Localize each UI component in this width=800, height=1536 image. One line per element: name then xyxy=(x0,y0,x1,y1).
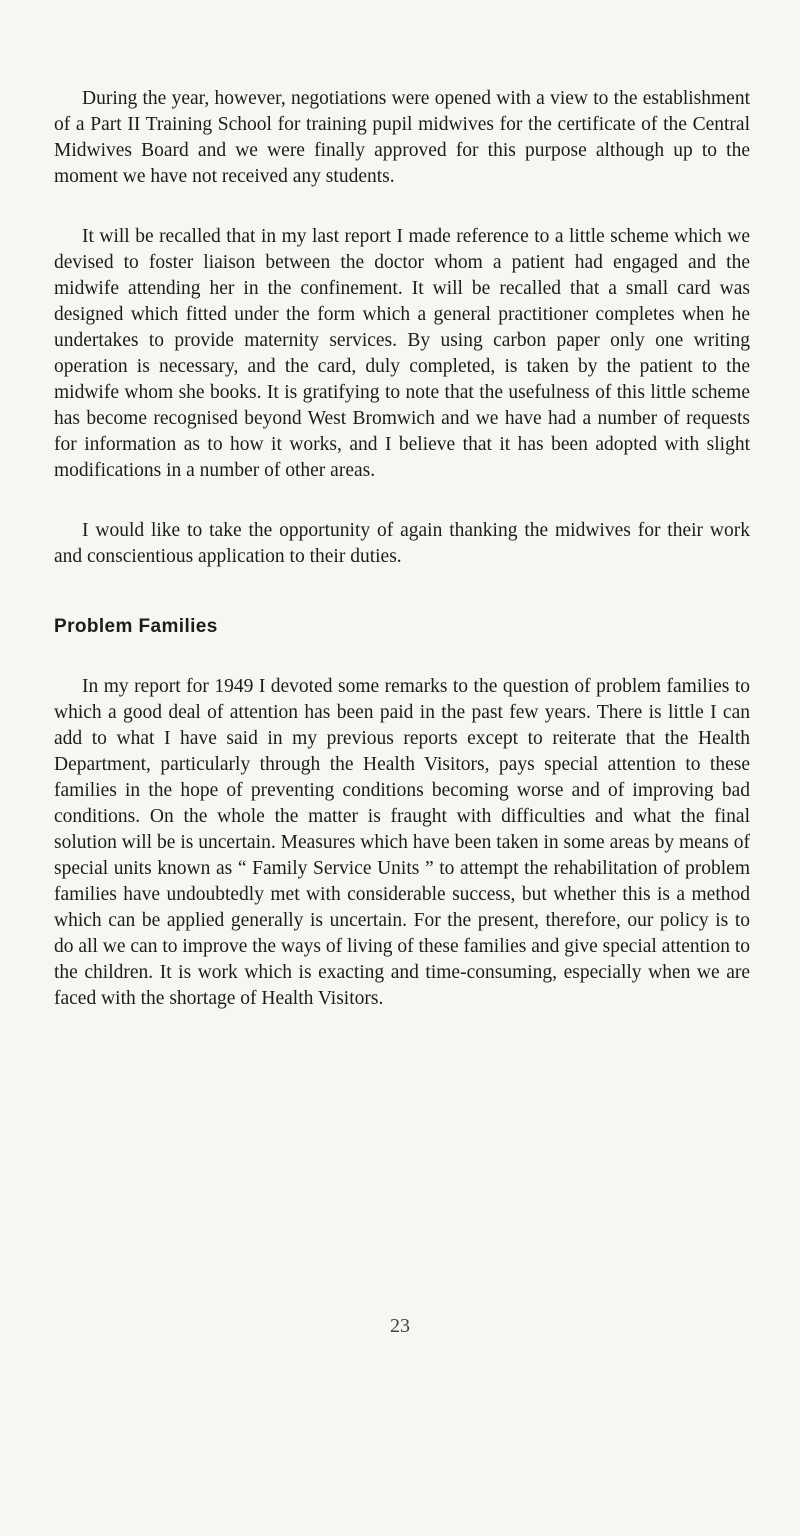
paragraph-liaison-scheme: It will be recalled that in my last report I made reference to a little scheme which we devised to foster liaison between the doctor whom a patient had engaged and the midwife attending her in the confinement. It will be recalled that a small card was designed which fitted under the form which a general practitioner completes when he undertakes to provide maternity services. By using carbon paper only one writing operation is necessary, and the card, duly completed, is taken by the patient to the midwife whom she books. It is gratifying to note that the usefulness of this little scheme has become recognised beyond West Bromwich and we have had a number of requests for information as to how it works, and I believe that it has been adopted with slight modifications in a number of other areas. xyxy=(54,226,750,481)
paragraph-thanks-midwives: I would like to take the opportunity of again thanking the midwives for their work and conscientious application to their duties. xyxy=(54,520,750,567)
paragraph-training-school: During the year, however, negotiations were opened with a view to the establishment of a Part II Training School for training pupil midwives for the certificate of the Central Midwives Board and we were finally approved for this purpose although up to the moment we have not received any students. xyxy=(54,88,750,187)
section-heading: Problem Families xyxy=(54,616,218,637)
paragraph-problem-families: In my report for 1949 I devoted some remarks to the question of problem families to which a good deal of attention has been paid in the past few years. There is little I can add to what I have said in my previous reports except to reiterate that the Health Department, particularly through the Health Visitors, pays special attention to these families in the hope of preventing conditions becoming worse and of improving bad conditions. On the whole the matter is fraught with difficulties and what the final solution will be is uncertain. Measures which have been taken in some areas by means of special units known as “ Family Service Units ” to attempt the rehabilitation of problem families have undoubtedly met with considerable success, but whether this is a method which can be applied generally is uncertain. For the present, therefore, our policy is to do all we can to improve the ways of living of these families and give special attention to the children. It is work which is exacting and time-consuming, especially when we are faced with the shortage of Health Visitors. xyxy=(54,676,750,1009)
page-number: 23 xyxy=(390,1315,410,1337)
page-content xyxy=(54,86,750,1012)
